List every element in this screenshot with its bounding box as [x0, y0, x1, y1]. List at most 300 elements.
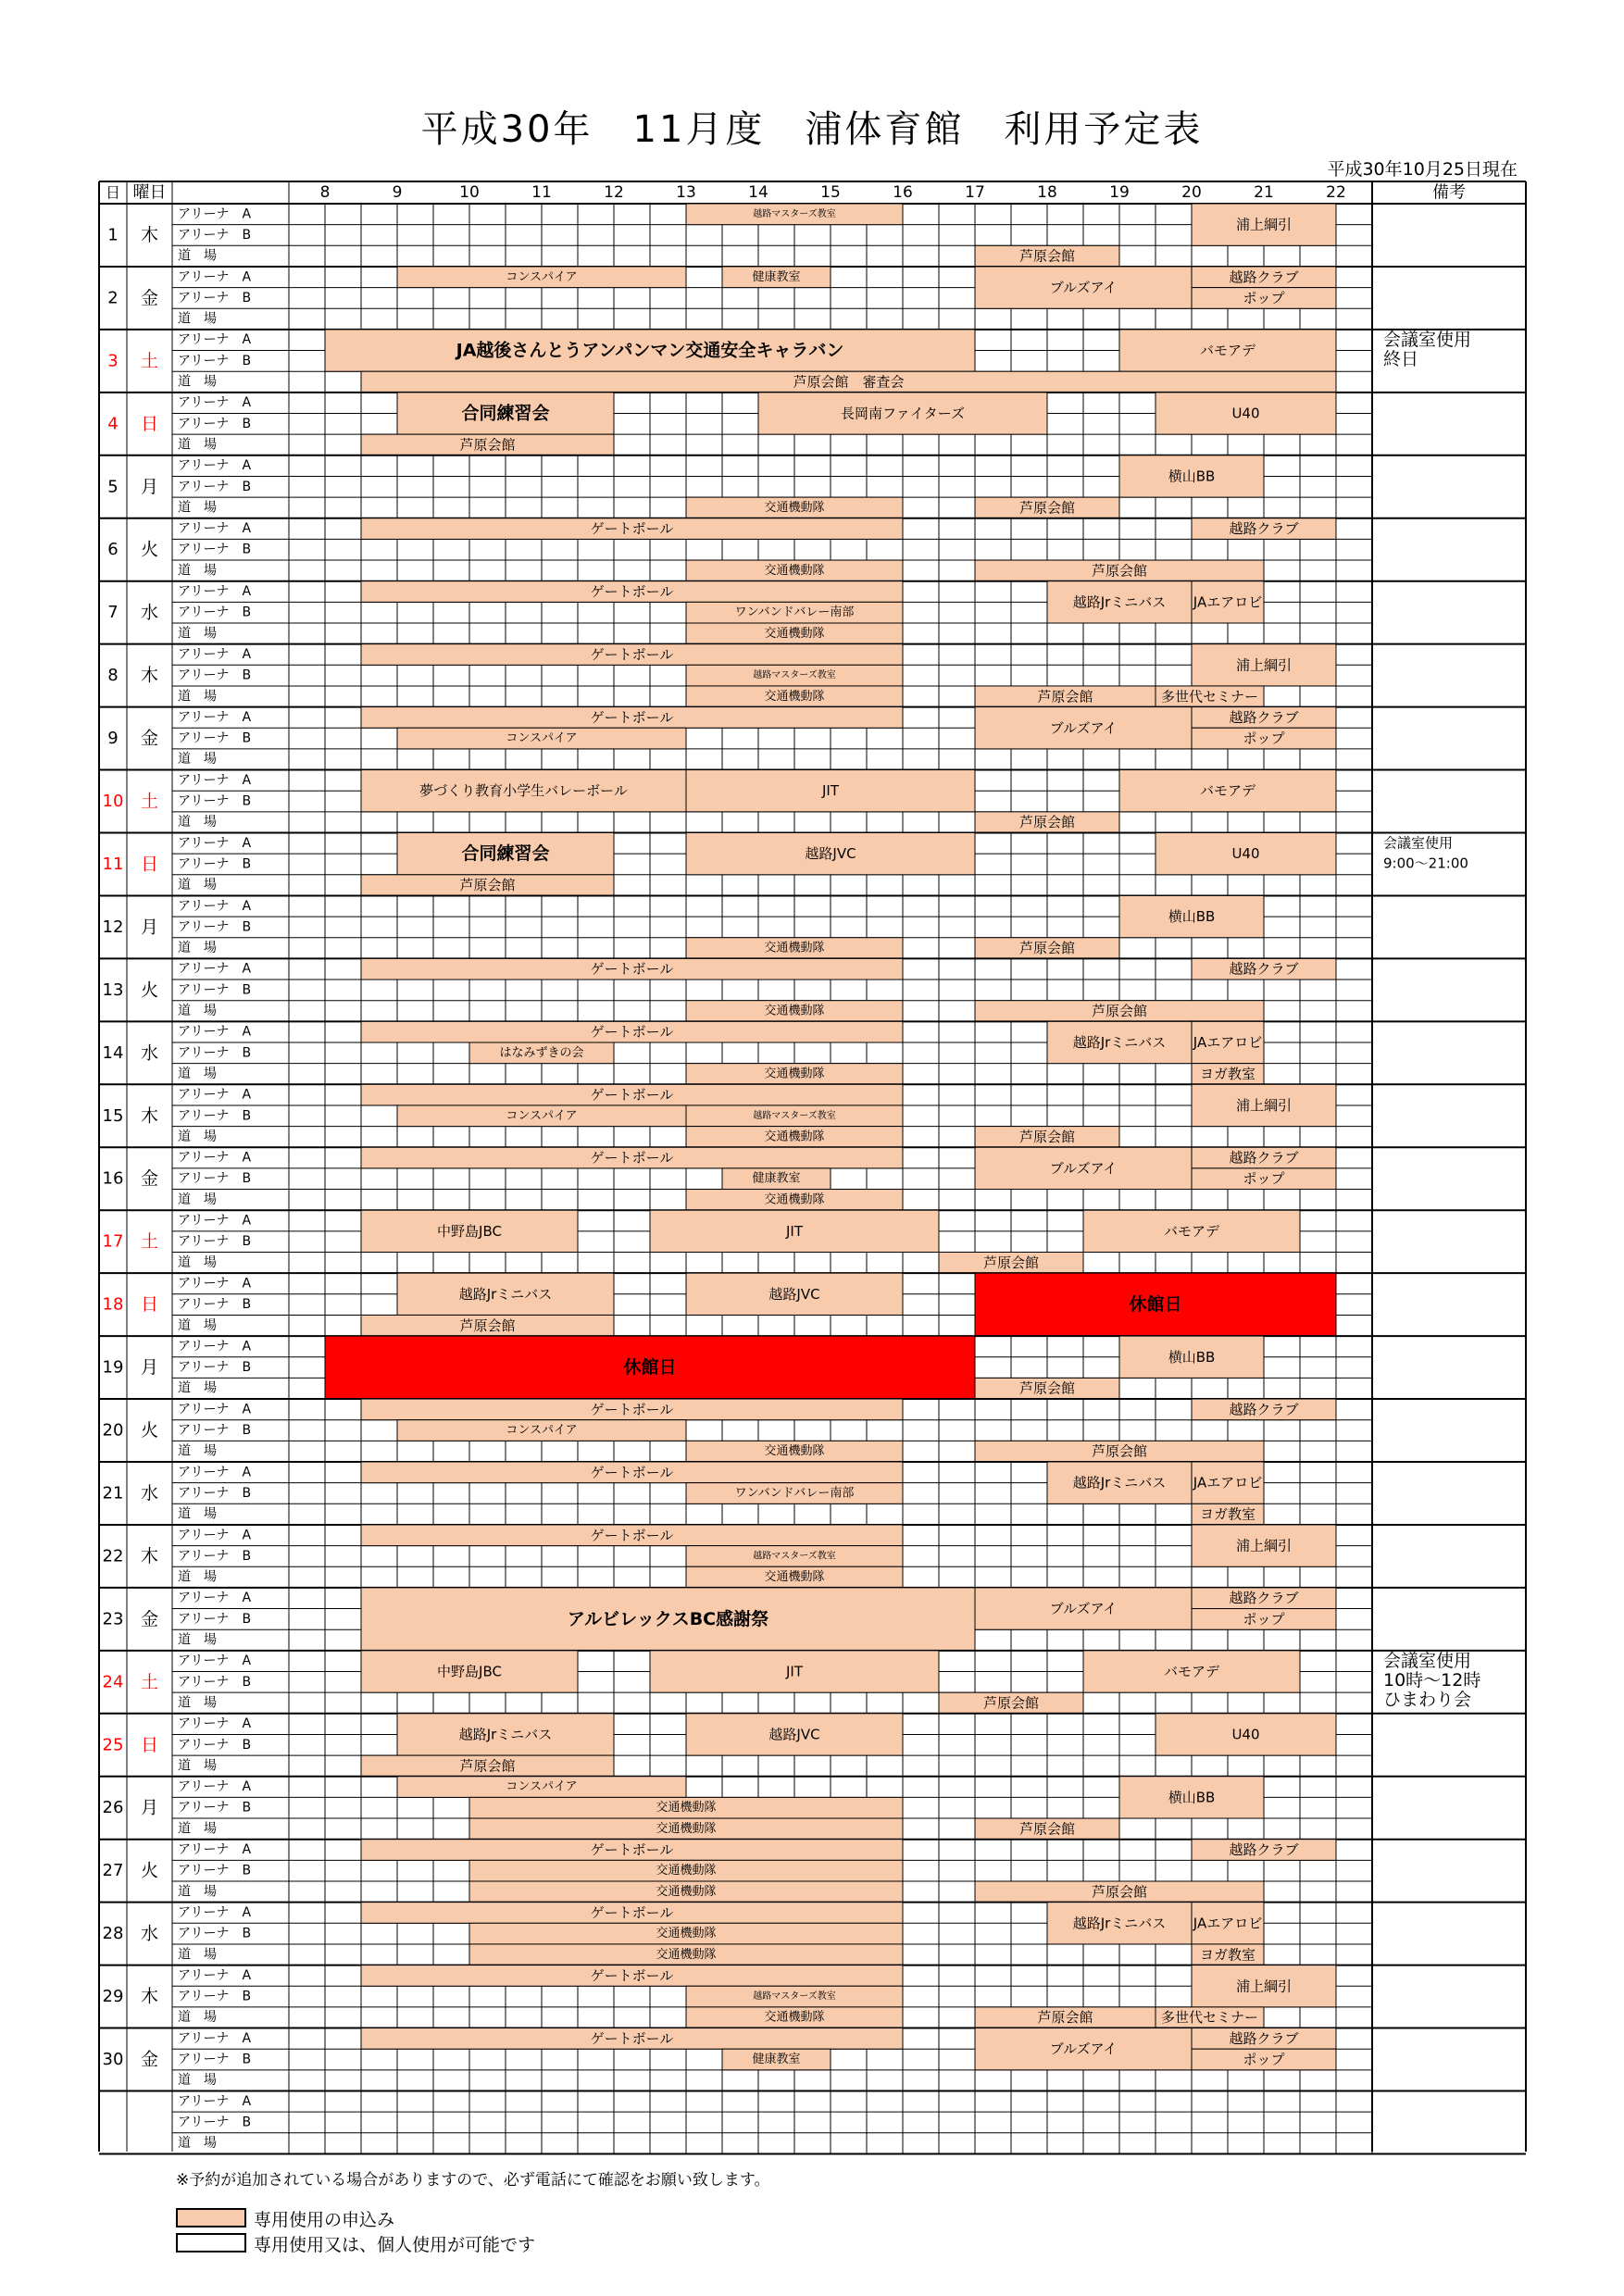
facility-label: アリーナ A: [178, 646, 252, 662]
booking-label: 越路Jrミニバス: [458, 1726, 553, 1743]
booking-label: 越路クラブ: [1229, 960, 1299, 978]
booking-label: 休館日: [623, 1357, 677, 1379]
booking-label: 芦原会館: [459, 877, 516, 894]
booking-label: ゲートボール: [590, 645, 674, 663]
booking-label: 中野島JBC: [437, 1222, 502, 1240]
facility-label: 道 場: [178, 311, 217, 327]
day-number: 13: [102, 980, 124, 1000]
day-block-16: [99, 1147, 1526, 1210]
facility-label: アリーナ A: [178, 898, 252, 914]
facility-label: 道 場: [178, 2073, 217, 2089]
booking-label: 芦原会館: [1091, 1003, 1148, 1020]
day-number: 7: [107, 603, 119, 623]
hour-label-22: 22: [1326, 183, 1346, 202]
booking-label: はなみずきの会: [499, 1045, 584, 1060]
booking-label: 交通機動隊: [764, 1192, 825, 1207]
facility-label: アリーナ A: [178, 332, 252, 348]
booking-label: バモアデ: [1199, 342, 1256, 359]
facility-label: アリーナ B: [178, 1737, 252, 1753]
booking-label: ゲートボール: [590, 1527, 674, 1544]
facility-label: アリーナ B: [178, 1045, 252, 1061]
booking-label: 交通機動隊: [764, 689, 825, 704]
facility-label: アリーナ A: [178, 961, 252, 977]
booking-label: 越路クラブ: [1229, 520, 1299, 538]
booking-label: JA越後さんとうアンパンマン交通安全キャラバン: [456, 340, 844, 361]
facility-label: 道 場: [178, 563, 217, 579]
facility-label: 道 場: [178, 2010, 217, 2026]
booking-label: 交通機動隊: [764, 2010, 825, 2025]
booking-label: ポップ: [1243, 289, 1285, 306]
facility-label: アリーナ B: [178, 1108, 252, 1124]
booking-label: 横山BB: [1168, 468, 1216, 485]
booking-label: コンスパイア: [506, 731, 578, 746]
facility-label: 道 場: [178, 1443, 217, 1459]
hour-label-20: 20: [1181, 183, 1202, 202]
booking-label: 浦上綱引: [1235, 1978, 1293, 1995]
booking-label: ワンバンドバレー南部: [734, 605, 855, 620]
facility-label: アリーナ A: [178, 1528, 252, 1543]
day-number: 23: [102, 1609, 124, 1629]
day-block-15: [99, 1084, 1526, 1147]
facility-label: 道 場: [178, 878, 217, 893]
booking-label: バモアデ: [1163, 1222, 1220, 1240]
booking-label: JAエアロビ: [1193, 1474, 1263, 1491]
booking-label: 芦原会館: [1091, 562, 1148, 580]
booking-label: 合同練習会: [461, 843, 550, 865]
booking-label: 芦原会館: [459, 436, 516, 454]
day-block-27: [99, 1840, 1526, 1903]
booking-label: ポップ: [1243, 2051, 1285, 2068]
booking-label: 越路マスターズ教室: [753, 1110, 836, 1121]
booking-label: ブルズアイ: [1049, 2040, 1118, 2058]
booking-label: 交通機動隊: [764, 1570, 825, 1585]
day-number: 19: [102, 1357, 124, 1378]
facility-label: アリーナ B: [178, 1234, 252, 1250]
facility-label: 道 場: [178, 752, 217, 767]
day-block-21: [99, 1462, 1526, 1525]
footnote: ※予約が追加されている場合がありますので、必ず電話にて確認をお願い致します。: [176, 2171, 770, 2190]
booking-label: 越路JVC: [768, 1285, 820, 1303]
weekday: 金: [140, 728, 159, 749]
booking-label: ヨガ教室: [1199, 1065, 1256, 1082]
facility-label: アリーナ B: [178, 353, 252, 368]
day-block-14: [99, 1021, 1526, 1084]
booking-label: 芦原会館: [1018, 1379, 1076, 1397]
day-number: 29: [102, 1987, 124, 2007]
booking-label: ゲートボール: [590, 1966, 674, 1984]
day-number: 2: [107, 288, 119, 308]
booking-label: 芦原会館: [1037, 688, 1093, 705]
hour-label-11: 11: [531, 183, 552, 202]
facility-label: アリーナ B: [178, 1926, 252, 1941]
facility-label: アリーナ A: [178, 1087, 252, 1103]
facility-label: アリーナ A: [178, 772, 252, 788]
facility-label: 道 場: [178, 1254, 217, 1270]
weekday: 火: [140, 539, 159, 560]
weekday: 金: [140, 1608, 159, 1629]
weekday: 日: [140, 1734, 159, 1755]
booking-label: 芦原会館: [1018, 940, 1076, 957]
booking-label: 浦上綱引: [1235, 1537, 1293, 1554]
booking-label: JAエアロビ: [1193, 1915, 1263, 1932]
booking-label: 芦原会館: [1018, 1820, 1076, 1838]
day-block-29: [99, 1965, 1526, 2028]
hour-label-17: 17: [965, 183, 985, 202]
weekday: 水: [140, 1923, 159, 1944]
day-block-1: [99, 204, 1526, 267]
booking-label: コンスパイア: [506, 269, 578, 284]
day-number: 21: [102, 1483, 124, 1504]
day-block-26: [99, 1777, 1526, 1840]
facility-label: アリーナ B: [178, 227, 252, 243]
facility-label: アリーナ A: [178, 1276, 252, 1292]
booking-label: ゲートボール: [590, 520, 674, 538]
facility-label: 道 場: [178, 500, 217, 516]
booking-label: 交通機動隊: [656, 1801, 717, 1816]
booking-label: 交通機動隊: [764, 1067, 825, 1081]
booking-label: 横山BB: [1168, 1789, 1216, 1806]
day-number: 15: [102, 1105, 124, 1126]
booking-label: 交通機動隊: [764, 563, 825, 578]
facility-label: アリーナ B: [178, 1674, 252, 1690]
weekday: 木: [140, 1986, 159, 2007]
booking-label: ゲートボール: [590, 1903, 674, 1921]
booking-label: 芦原会館: [459, 1316, 516, 1334]
facility-label: アリーナ A: [178, 2093, 252, 2109]
weekday: 木: [140, 665, 159, 686]
day-block-2: [99, 267, 1526, 330]
weekday: 月: [140, 476, 159, 497]
booking-label: コンスパイア: [506, 1108, 578, 1123]
day-number: 17: [102, 1231, 124, 1252]
facility-label: 道 場: [178, 1192, 217, 1207]
facility-label: アリーナ A: [178, 835, 252, 851]
booking-label: 浦上綱引: [1235, 1096, 1293, 1114]
booking-label: 芦原会館: [1091, 1442, 1148, 1460]
booking-label: 越路Jrミニバス: [1072, 1034, 1167, 1051]
facility-label: アリーナ B: [178, 668, 252, 683]
legend-swatch-available: [176, 2233, 246, 2252]
booking-label: ゲートボール: [590, 708, 674, 726]
booking-label: 浦上綱引: [1235, 216, 1293, 233]
day-block-3: [99, 330, 1526, 393]
facility-label: アリーナ A: [178, 1402, 252, 1417]
day-number: 10: [102, 792, 124, 812]
booking-label: 健康教室: [752, 2053, 801, 2067]
booking-label: 交通機動隊: [656, 1864, 717, 1878]
booking-label: 合同練習会: [461, 403, 550, 424]
header-day-label: 日: [105, 183, 121, 202]
facility-label: アリーナ B: [178, 1423, 252, 1439]
weekday: 日: [140, 1294, 159, 1316]
day-block-10: [99, 770, 1526, 833]
booking-label: 交通機動隊: [656, 1821, 717, 1836]
booking-label: ポップ: [1243, 730, 1285, 747]
booking-label: ヨガ教室: [1199, 1505, 1256, 1523]
day-block-22: [99, 1525, 1526, 1588]
facility-label: アリーナ A: [178, 1024, 252, 1040]
booking-label: 芦原会館: [982, 1694, 1040, 1712]
day-block-20: [99, 1399, 1526, 1462]
hour-label-18: 18: [1037, 183, 1057, 202]
booking-label: 休館日: [1129, 1294, 1182, 1316]
weekday: 日: [140, 413, 159, 434]
day-number: 25: [102, 1735, 124, 1755]
booking-label: JAエアロビ: [1193, 593, 1263, 611]
booking-label: 交通機動隊: [764, 1129, 825, 1144]
booking-label: 芦原会館: [1091, 1883, 1148, 1901]
booking-label: ゲートボール: [590, 960, 674, 978]
facility-label: アリーナ A: [178, 1213, 252, 1229]
remark-line: ひまわり会: [1383, 1689, 1472, 1710]
booking-label: 夢づくり教育小学生バレーボール: [419, 782, 628, 800]
booking-label: 横山BB: [1168, 1348, 1216, 1366]
booking-label: 中野島JBC: [437, 1663, 502, 1680]
facility-label: アリーナ A: [178, 1904, 252, 1920]
day-block-8: [99, 644, 1526, 707]
facility-label: 道 場: [178, 1317, 217, 1333]
day-number: 9: [107, 729, 119, 749]
facility-label: 道 場: [178, 1695, 217, 1711]
booking-label: ヨガ教室: [1199, 1946, 1256, 1964]
facility-label: アリーナ B: [178, 1297, 252, 1313]
day-block-9: [99, 707, 1526, 770]
facility-label: アリーナ A: [178, 1779, 252, 1795]
weekday: 水: [140, 602, 159, 623]
hour-label-13: 13: [676, 183, 696, 202]
facility-label: 道 場: [178, 689, 217, 705]
booking-label: 越路クラブ: [1229, 1590, 1299, 1607]
booking-label: 多世代セミナー: [1160, 2009, 1259, 2027]
day-number: 14: [102, 1042, 124, 1063]
remark-line: 終日: [1383, 348, 1419, 369]
day-block-blank: [99, 2091, 1526, 2154]
facility-label: アリーナ B: [178, 1360, 252, 1376]
booking-label: 交通機動隊: [656, 1927, 717, 1941]
booking-label: 越路マスターズ教室: [753, 670, 836, 681]
facility-label: アリーナ B: [178, 2115, 252, 2130]
legend-label-booking: 専用使用の申込み: [254, 2210, 395, 2230]
booking-label: 越路マスターズ教室: [753, 1991, 836, 2003]
facility-label: 道 場: [178, 1506, 217, 1522]
booking-label: 健康教室: [752, 1171, 801, 1186]
facility-label: アリーナ B: [178, 793, 252, 809]
day-block-11: [99, 833, 1526, 896]
facility-label: 道 場: [178, 2136, 217, 2152]
facility-label: 道 場: [178, 1758, 217, 1774]
day-number: 20: [102, 1420, 124, 1441]
facility-label: アリーナ A: [178, 1653, 252, 1669]
day-block-6: [99, 518, 1526, 581]
hour-label-19: 19: [1109, 183, 1130, 202]
weekday: 火: [140, 980, 159, 1001]
booking-label: JIT: [785, 1222, 804, 1240]
facility-label: アリーナ A: [178, 1716, 252, 1732]
booking-label: 交通機動隊: [656, 1884, 717, 1899]
booking-label: ゲートボール: [590, 1464, 674, 1481]
weekday: 水: [140, 1042, 159, 1064]
weekday: 木: [140, 224, 159, 245]
booking-label: 横山BB: [1168, 908, 1216, 926]
hour-label-16: 16: [893, 183, 913, 202]
facility-label: アリーナ B: [178, 730, 252, 746]
facility-label: 道 場: [178, 1884, 217, 1900]
remark-line: 10時～12時: [1383, 1669, 1481, 1691]
booking-label: U40: [1231, 1726, 1260, 1743]
booking-label: コンスパイア: [506, 1779, 578, 1794]
facility-label: アリーナ A: [178, 584, 252, 600]
facility-label: 道 場: [178, 374, 217, 390]
booking-label: ゲートボール: [590, 1023, 674, 1041]
day-number: 12: [102, 917, 124, 937]
facility-label: アリーナ A: [178, 1339, 252, 1354]
day-number: 5: [107, 477, 119, 497]
facility-label: アリーナ B: [178, 1863, 252, 1878]
facility-label: アリーナ A: [178, 1591, 252, 1606]
day-number: 26: [102, 1798, 124, 1818]
facility-label: アリーナ A: [178, 395, 252, 411]
booking-label: 交通機動隊: [764, 626, 825, 641]
hour-label-15: 15: [820, 183, 841, 202]
legend-swatch-booking: [176, 2208, 246, 2227]
booking-label: ゲートボール: [590, 1841, 674, 1859]
facility-label: アリーナ B: [178, 2052, 252, 2067]
remark-line: 会議室使用: [1383, 1650, 1472, 1671]
day-number: 16: [102, 1168, 124, 1189]
facility-label: アリーナ A: [178, 2030, 252, 2046]
booking-label: 芦原会館: [459, 1757, 516, 1775]
legend-label-available: 専用使用又は、個人使用が可能です: [254, 2235, 536, 2255]
booking-label: 越路クラブ: [1229, 2029, 1299, 2047]
weekday: 月: [140, 1797, 159, 1818]
weekday: 木: [140, 1545, 159, 1566]
facility-label: アリーナ B: [178, 1800, 252, 1816]
booking-label: 越路Jrミニバス: [1072, 593, 1167, 611]
booking-label: ゲートボール: [590, 2029, 674, 2047]
booking-label: ゲートボール: [590, 583, 674, 601]
facility-label: 道 場: [178, 437, 217, 453]
booking-label: 越路JVC: [768, 1726, 820, 1743]
facility-label: アリーナ A: [178, 1842, 252, 1858]
day-block-19: [99, 1336, 1526, 1399]
weekday: 土: [140, 791, 159, 812]
facility-label: アリーナ B: [178, 856, 252, 872]
weekday: 火: [140, 1860, 159, 1881]
facility-label: アリーナ B: [178, 416, 252, 431]
day-block-4: [99, 393, 1526, 455]
booking-label: JIT: [785, 1663, 804, 1680]
booking-label: 交通機動隊: [764, 500, 825, 515]
booking-label: 芦原会館: [1037, 2009, 1093, 2027]
booking-label: ゲートボール: [590, 1149, 674, 1167]
booking-label: ゲートボール: [590, 1401, 674, 1418]
day-number: 24: [102, 1672, 124, 1692]
facility-label: アリーナ A: [178, 1150, 252, 1166]
booking-label: 多世代セミナー: [1160, 688, 1259, 705]
remark-line: 9:00～21:00: [1383, 855, 1468, 872]
facility-label: アリーナ B: [178, 982, 252, 998]
day-number: 22: [102, 1546, 124, 1566]
booking-label: 芦原会館: [1018, 247, 1076, 265]
facility-label: 道 場: [178, 1569, 217, 1585]
weekday: 火: [140, 1420, 159, 1441]
weekday: 月: [140, 1357, 159, 1379]
booking-label: 長岡南ファイターズ: [841, 405, 965, 422]
day-block-18: [99, 1273, 1526, 1336]
booking-label: 芦原会館: [1018, 1128, 1076, 1145]
booking-label: U40: [1231, 845, 1260, 863]
booking-label: 越路Jrミニバス: [1072, 1474, 1167, 1491]
weekday: 金: [140, 2049, 159, 2070]
booking-label: 越路Jrミニバス: [458, 1285, 553, 1303]
day-block-28: [99, 1903, 1526, 1965]
page-title: 平成30年 11月度 浦体育館 利用予定表: [420, 108, 1204, 151]
facility-label: 道 場: [178, 626, 217, 642]
facility-label: 道 場: [178, 1129, 217, 1144]
facility-label: 道 場: [178, 1004, 217, 1019]
day-number: 28: [102, 1924, 124, 1944]
day-block-25: [99, 1714, 1526, 1777]
booking-label: アルビレックスBC感謝祭: [567, 1608, 769, 1629]
day-number: 30: [102, 2050, 124, 2070]
facility-label: アリーナ B: [178, 1989, 252, 2004]
hour-label-14: 14: [748, 183, 768, 202]
facility-label: 道 場: [178, 1066, 217, 1081]
facility-label: アリーナ B: [178, 919, 252, 935]
day-number: 8: [107, 666, 119, 686]
facility-label: 道 場: [178, 1380, 217, 1396]
booking-label: 越路クラブ: [1229, 1841, 1299, 1859]
booking-label: ポップ: [1243, 1170, 1285, 1188]
weekday: 金: [140, 1168, 159, 1190]
booking-label: 交通機動隊: [764, 1004, 825, 1018]
booking-label: ブルズアイ: [1049, 719, 1118, 737]
facility-label: アリーナ A: [178, 1967, 252, 1983]
day-block-13: [99, 958, 1526, 1021]
facility-label: アリーナ A: [178, 709, 252, 725]
day-block-23: [99, 1588, 1526, 1651]
booking-label: 越路クラブ: [1229, 708, 1299, 726]
booking-label: ブルズアイ: [1049, 1159, 1118, 1177]
booking-label: 越路マスターズ教室: [753, 1551, 836, 1562]
booking-label: 交通機動隊: [764, 1444, 825, 1459]
booking-label: JIT: [821, 782, 840, 800]
day-number: 3: [107, 351, 119, 371]
booking-label: 芦原会館 審査会: [793, 373, 905, 391]
booking-label: 越路JVC: [805, 845, 856, 863]
weekday: 土: [140, 1671, 159, 1692]
booking-label: ワンバンドバレー南部: [734, 1486, 855, 1501]
facility-label: 道 場: [178, 1821, 217, 1837]
booking-label: 芦原会館: [1018, 499, 1076, 517]
facility-label: アリーナ B: [178, 479, 252, 494]
day-block-7: [99, 581, 1526, 644]
booking-label: 浦上綱引: [1235, 656, 1293, 674]
weekday: 水: [140, 1482, 159, 1504]
facility-label: 道 場: [178, 248, 217, 264]
day-number: 18: [102, 1294, 124, 1315]
header-remarks-label: 備考: [1432, 182, 1466, 203]
remark-line: 会議室使用: [1383, 329, 1472, 350]
day-block-24: [99, 1651, 1526, 1714]
remark-line: 会議室使用: [1383, 834, 1454, 852]
booking-label: 芦原会館: [1018, 814, 1076, 831]
weekday: 金: [140, 287, 159, 308]
day-number: 11: [102, 854, 124, 874]
hour-label-9: 9: [392, 183, 403, 202]
day-number: 6: [107, 540, 119, 560]
day-block-5: [99, 455, 1526, 518]
